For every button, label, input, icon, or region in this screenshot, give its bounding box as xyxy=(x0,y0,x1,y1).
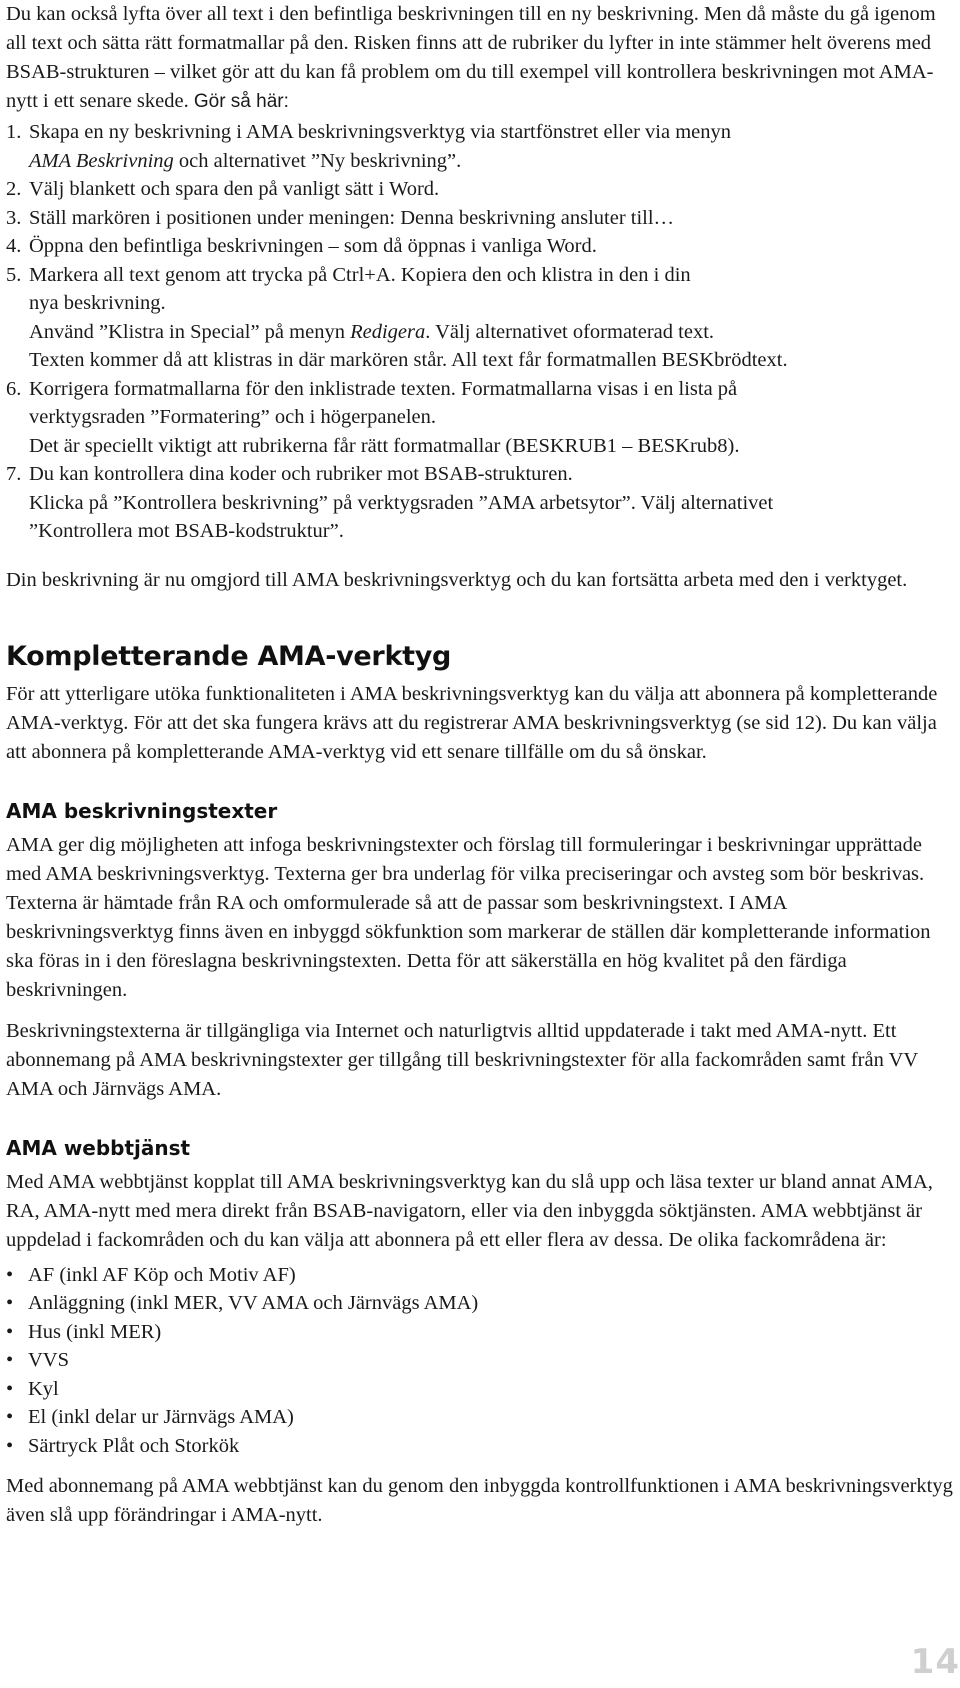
list-item-text: VVS xyxy=(28,1349,70,1371)
bullet-icon: • xyxy=(6,1320,14,1343)
list-item-text: Kyl xyxy=(28,1377,59,1400)
step-number: 2. xyxy=(6,178,22,200)
intro-paragraph xyxy=(6,0,956,116)
list-item xyxy=(6,1403,956,1432)
step-content xyxy=(29,460,956,546)
subsection-heading-webbtjanst: AMA webbtjänst xyxy=(6,1135,191,1160)
step-item xyxy=(6,204,956,233)
steps-list xyxy=(6,118,956,546)
bullet-icon: • xyxy=(6,1349,14,1371)
step-line: Det är speciellt viktigt att rubrikerna får rätt formatmallar (BESKRUB1 – BESKrub8). xyxy=(29,434,740,457)
step-line-rest: och alternativet ”Ny beskrivning”. xyxy=(173,149,462,172)
list-item xyxy=(6,1346,956,1375)
step-item xyxy=(6,460,956,546)
step-line: Välj blankett och spara den på vanligt sätt i Word. xyxy=(29,178,440,200)
step-line: Klicka på ”Kontrollera beskrivning” på verktygsraden ”AMA arbetsytor”. Välj alternativet xyxy=(29,491,774,514)
conclusion-paragraph: Din beskrivning är nu omgjord till AMA beskrivningsverktyg och du kan fortsätta arbeta med den i verktyget. xyxy=(6,568,908,591)
final-paragraph: Med abonnemang på AMA webbtjänst kan du genom den inbyggda kontrollfunktionen i AMA beskrivningsverktyg även slå upp förändringar i AMA-nytt. xyxy=(6,1475,953,1526)
step-content xyxy=(29,232,956,261)
step-line: Öppna den befintliga beskrivningen – som då öppnas i vanliga Word. xyxy=(29,235,597,257)
intro-lead: Gör så här: xyxy=(193,91,289,112)
step-content xyxy=(29,118,956,175)
list-item xyxy=(6,1261,956,1290)
step-line: Texten kommer då att klistras in där markören står. All text får formatmallen BESKbrödtext. xyxy=(29,349,788,371)
step-line-post: . Välj alternativet oformaterad text. xyxy=(425,320,715,343)
list-item xyxy=(6,1318,956,1347)
step-line: Markera all text genom att trycka på Ctrl+A. Kopiera den och klistra in den i din xyxy=(29,263,691,286)
menu-name: Redigera xyxy=(350,320,426,343)
list-item xyxy=(6,1432,956,1461)
list-item-text: Särtryck Plåt och Storkök xyxy=(28,1434,240,1457)
step-line: Skapa en ny beskrivning i AMA beskrivningsverktyg via startfönstret eller via menyn xyxy=(29,121,731,143)
step-number: 5. xyxy=(6,263,22,286)
bullet-icon: • xyxy=(6,1434,14,1457)
step-line: ”Kontrollera mot BSAB-kodstruktur”. xyxy=(29,520,344,542)
page-number: 14 xyxy=(910,1642,960,1682)
paragraph: AMA ger dig möjligheten att infoga beskrivningstexter och förslag till formuleringar i beskrivningar upprättade med AMA beskrivningsverktyg. Texterna ger bra underlag för vilka preciseringar och avsteg som bör beskrivas. Texterna är hämtade från RA och omformulerade så att de passar som beskrivningstext. I AMA beskrivningsverktyg finns även en inbyggd sökfunktion som markerar de ställen där kompletterande information ska föras in i den föreslagna beskrivningstexten. Detta för att säkerställa en hög kvalitet på den färdiga beskrivningen. xyxy=(6,833,931,1001)
step-line-pre: Använd ”Klistra in Special” på menyn xyxy=(29,320,351,343)
step-number: 4. xyxy=(6,235,22,257)
menu-name: AMA Beskrivning xyxy=(29,149,174,172)
bullet-icon: • xyxy=(6,1292,14,1314)
step-content xyxy=(29,204,956,233)
list-item-text: AF (inkl AF Köp och Motiv AF) xyxy=(28,1263,296,1286)
step-line: nya beskrivning. xyxy=(29,292,166,314)
intro-text: Du kan också lyfta över all text i den befintliga beskrivningen till en ny beskrivning. Men då måste du gå igenom all text och sätta rätt formatmallar på den. Risken finns att de rubriker du lyfter in inte stämmer helt överens med BSAB-strukturen – vilket gör att du kan få problem om du till exempel vill kontrollera beskrivningen mot AMA-nytt i ett senare skede. xyxy=(6,3,936,112)
subsection-heading-beskrivningstexter: AMA beskrivningstexter xyxy=(6,798,278,823)
step-content xyxy=(29,375,956,461)
step-line xyxy=(29,318,956,347)
step-line: Korrigera formatmallarna för den inklistrade texten. Formatmallarna visas i en lista på xyxy=(29,377,738,400)
step-number: 7. xyxy=(6,463,22,485)
step-item xyxy=(6,261,956,375)
list-item-text: Anläggning (inkl MER, VV AMA och Järnvägs AMA) xyxy=(28,1292,479,1314)
list-item-text: Hus (inkl MER) xyxy=(28,1320,162,1343)
bullet-icon: • xyxy=(6,1263,14,1286)
step-line: Ställ markören i positionen under meningen: Denna beskrivning ansluter till… xyxy=(29,206,675,229)
step-item xyxy=(6,175,956,204)
fackomraden-list xyxy=(6,1261,956,1461)
bullet-icon: • xyxy=(6,1406,14,1428)
paragraph: Beskrivningstexterna är tillgängliga via Internet och naturligtvis alltid uppdaterade i takt med AMA-nytt. Ett abonnemang på AMA beskrivningstexter ger tillgång till beskrivningstexter för alla fackområden samt från VV AMA och Järnvägs AMA. xyxy=(6,1019,918,1100)
list-item xyxy=(6,1375,956,1404)
step-item xyxy=(6,232,956,261)
paragraph: Med AMA webbtjänst kopplat till AMA beskrivningsverktyg kan du slå upp och läsa texter ur bland annat AMA, RA, AMA-nytt med mera direkt från BSAB-navigatorn, eller via den inbyggda söktjänsten. AMA webbtjänst är uppdelad i fackområden och du kan välja att abonnera på ett eller flera av dessa. De olika fackområdena är: xyxy=(6,1170,933,1251)
step-number: 1. xyxy=(6,121,22,143)
document-page xyxy=(6,0,956,1530)
step-item xyxy=(6,118,956,175)
step-number: 3. xyxy=(6,206,22,229)
list-item-text: El (inkl delar ur Järnvägs AMA) xyxy=(28,1406,294,1428)
step-item xyxy=(6,375,956,461)
step-line xyxy=(29,147,956,176)
step-content xyxy=(29,175,956,204)
section-heading: Kompletterande AMA-verktyg xyxy=(6,640,452,672)
step-number: 6. xyxy=(6,377,22,400)
step-content xyxy=(29,261,956,375)
step-line: verktygsraden ”Formatering” och i högerpanelen. xyxy=(29,406,436,428)
bullet-icon: • xyxy=(6,1377,14,1400)
step-line: Du kan kontrollera dina koder och rubriker mot BSAB-strukturen. xyxy=(29,463,573,485)
section-intro-paragraph: För att ytterligare utöka funktionaliteten i AMA beskrivningsverktyg kan du välja att abonnera på kompletterande AMA-verktyg. För att det ska fungera krävs att du registrerar AMA beskrivningsverktyg (se sid 12). Du kan välja att abonnera på kompletterande AMA-verktyg vid ett senare tillfälle om du så önskar. xyxy=(6,682,938,763)
list-item xyxy=(6,1289,956,1318)
